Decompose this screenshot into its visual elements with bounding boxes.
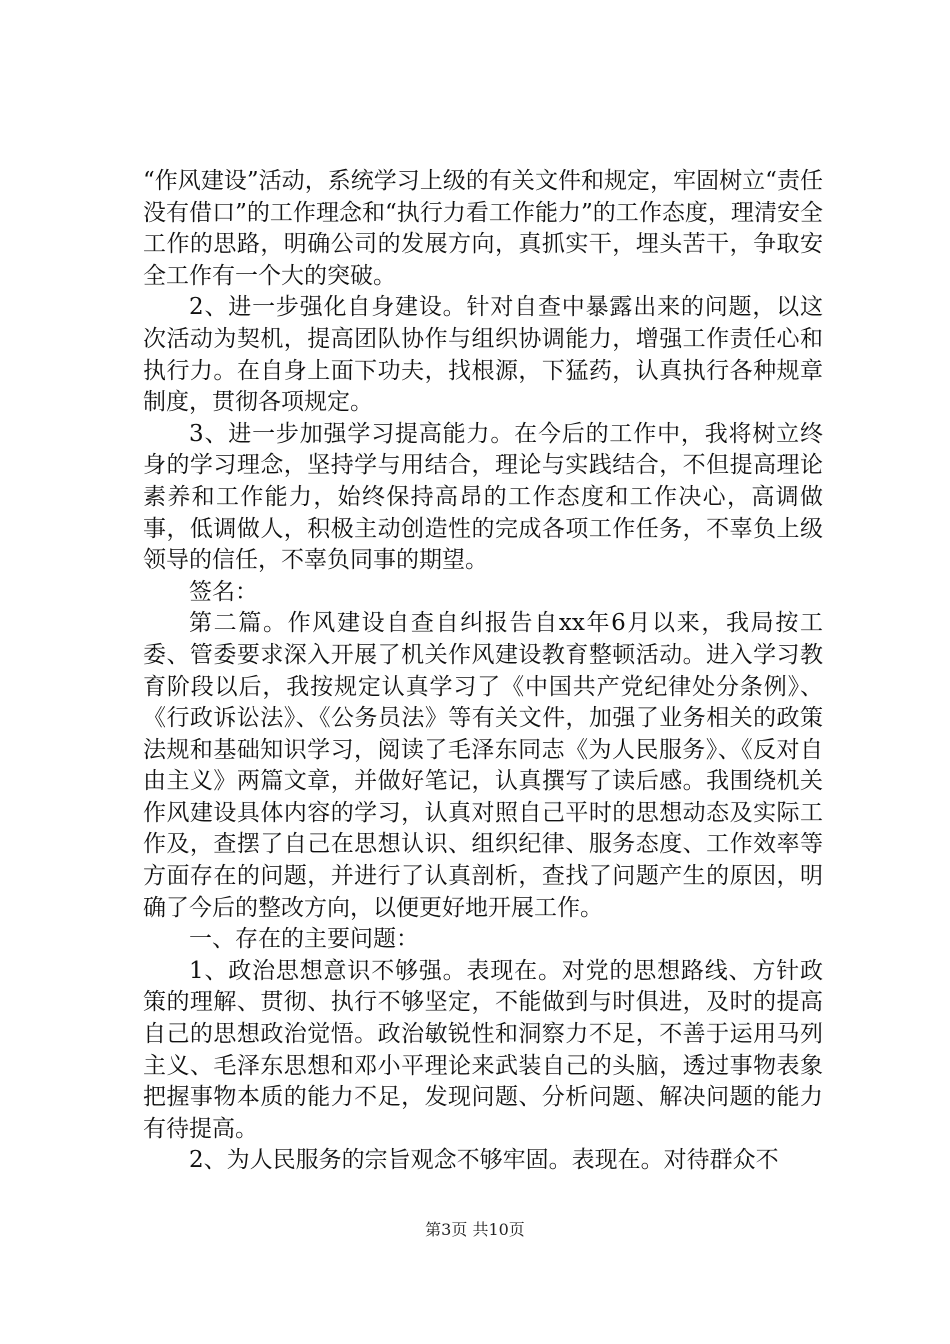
paragraph-2: 2、进一步强化自身建设。针对自查中暴露出来的问题，以这次活动为契机，提高团队协作与组织协调能力，增强工作责任心和执行力。在自身上面下功夫，找根源，下猛药，认真执行各种规章制度，贯彻各项规定。 bbox=[143, 294, 823, 416]
paragraph-5: 第二篇。作风建设自查自纠报告自xx年6月以来，我局按工委、管委要求深入开展了机关作风建设教育整顿活动。进入学习教育阶段以后，我按规定认真学习了《中国共产党纪律处分条例》、《行政诉讼法》、《公务员法》等有关文件，加强了业务相关的政策法规和基础知识学习，阅读了毛泽东同志《为人民服务》、《反对自由主义》两篇文章，并做好笔记，认真撰写了读后感。我围绕机关作风建设具体内容的学习，认真对照自己平时的思想动态及实际工作及，查摆了自己在思想认识、组织纪律、服务态度、工作效率等方面存在的问题，并进行了认真剖析，查找了问题产生的原因，明确了今后的整改方向，以便更好地开展工作。 bbox=[143, 610, 823, 921]
paragraph-8: 2、为人民服务的宗旨观念不够牢固。表现在。对待群众不 bbox=[189, 1147, 779, 1174]
page-number: 第3页 共10页 bbox=[425, 1220, 525, 1239]
paragraph-7: 1、政治思想意识不够强。表现在。对党的思想路线、方针政策的理解、贯彻、执行不够坚定，不能做到与时俱进，及时的提高自己的思想政治觉悟。政治敏锐性和洞察力不足，不善于运用马列主义、毛泽东思想和邓小平理论来武装自己的头脑，透过事物表象把握事物本质的能力不足，发现问题、分析问题、解决问题的能力有待提高。 bbox=[143, 957, 823, 1142]
paragraph-1: “作风建设”活动，系统学习上级的有关文件和规定，牢固树立“责任没有借口”的工作理念和“执行力看工作能力”的工作态度，理清安全工作的思路，明确公司的发展方向，真抓实干，埋头苦干，争取安全工作有一个大的突破。 bbox=[143, 168, 823, 289]
paragraph-3: 3、进一步加强学习提高能力。在今后的工作中，我将树立终身的学习理念，坚持学与用结合，理论与实践结合，不但提高理论素养和工作能力，始终保持高昂的工作态度和工作决心，高调做事，低调做人，积极主动创造性的完成各项工作任务，不辜负上级领导的信任，不辜负同事的期望。 bbox=[143, 420, 823, 574]
section-heading: 一、存在的主要问题： bbox=[189, 926, 419, 953]
document-body bbox=[143, 166, 823, 1177]
signature-line: 签名： bbox=[189, 578, 258, 605]
